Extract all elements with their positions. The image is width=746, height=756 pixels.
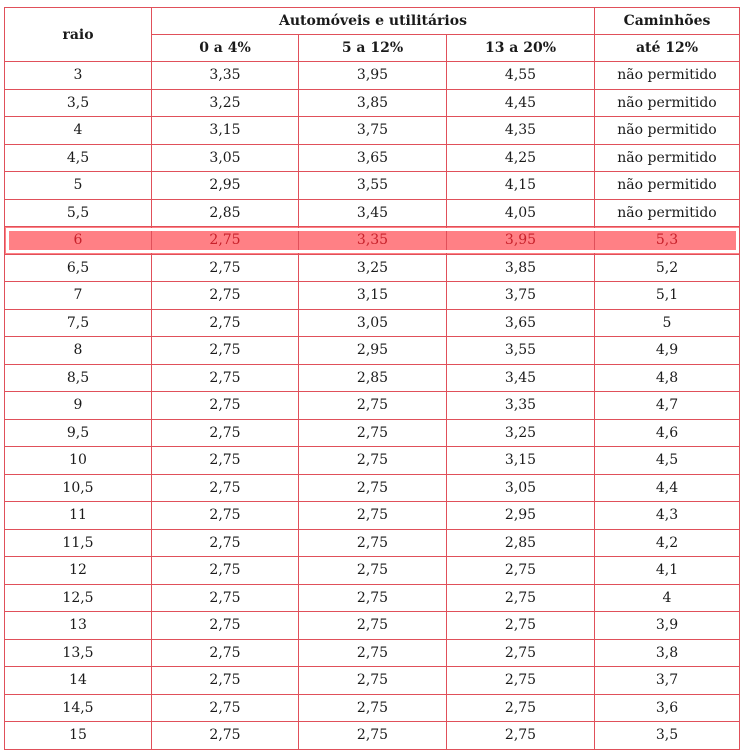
cell-auto-13-20: 3,65 (447, 309, 595, 337)
cell-auto-13-20: 4,55 (447, 62, 595, 90)
cell-raio: 10,5 (5, 474, 152, 502)
cell-raio: 11,5 (5, 529, 152, 557)
cell-auto-13-20: 4,35 (447, 117, 595, 145)
header-sub-0-4: 0 a 4% (152, 35, 299, 62)
cell-auto-0-4: 2,75 (152, 502, 299, 530)
cell-raio: 6,5 (5, 254, 152, 282)
cell-auto-5-12: 2,75 (299, 529, 447, 557)
cell-auto-5-12: 2,75 (299, 447, 447, 475)
cell-raio: 9,5 (5, 419, 152, 447)
cell-raio: 4 (5, 117, 152, 145)
cell-auto-13-20: 2,85 (447, 529, 595, 557)
cell-truck-ate-12: 4,5 (595, 447, 740, 475)
cell-auto-0-4: 3,15 (152, 117, 299, 145)
cell-auto-5-12: 3,85 (299, 89, 447, 117)
cell-auto-5-12: 2,75 (299, 584, 447, 612)
cell-auto-0-4: 2,75 (152, 419, 299, 447)
cell-auto-13-20: 4,15 (447, 172, 595, 200)
table-row (5, 474, 740, 502)
cell-truck-ate-12: 3,9 (595, 612, 740, 640)
table-row (5, 144, 740, 172)
cell-auto-0-4: 2,85 (152, 199, 299, 227)
cell-auto-0-4: 3,05 (152, 144, 299, 172)
cell-auto-5-12: 3,35 (299, 227, 447, 255)
table-row (5, 584, 740, 612)
cell-auto-13-20: 4,25 (447, 144, 595, 172)
table-body (5, 62, 740, 750)
cell-auto-0-4: 2,75 (152, 364, 299, 392)
cell-truck-ate-12: 3,8 (595, 639, 740, 667)
cell-auto-0-4: 3,25 (152, 89, 299, 117)
cell-raio: 10 (5, 447, 152, 475)
table-row (5, 282, 740, 310)
cell-auto-5-12: 2,75 (299, 502, 447, 530)
cell-truck-ate-12: 4,3 (595, 502, 740, 530)
table-row (5, 502, 740, 530)
table-row (5, 337, 740, 365)
cell-raio: 5 (5, 172, 152, 200)
cell-auto-0-4: 2,75 (152, 309, 299, 337)
cell-truck-ate-12: 4,7 (595, 392, 740, 420)
lane-width-table (4, 7, 740, 750)
cell-auto-13-20: 3,75 (447, 282, 595, 310)
table-row (5, 62, 740, 90)
cell-auto-5-12: 3,75 (299, 117, 447, 145)
cell-truck-ate-12: não permitido (595, 117, 740, 145)
table-row (5, 199, 740, 227)
cell-raio: 8 (5, 337, 152, 365)
cell-truck-ate-12: 5,3 (595, 227, 740, 255)
cell-raio: 8,5 (5, 364, 152, 392)
cell-auto-13-20: 2,75 (447, 584, 595, 612)
cell-raio: 3,5 (5, 89, 152, 117)
cell-truck-ate-12: 4,6 (595, 419, 740, 447)
cell-truck-ate-12: 5 (595, 309, 740, 337)
cell-auto-5-12: 2,75 (299, 392, 447, 420)
cell-auto-0-4: 2,75 (152, 529, 299, 557)
header-row-groups (5, 8, 740, 35)
header-sub-13-20: 13 a 20% (447, 35, 595, 62)
cell-auto-0-4: 2,75 (152, 557, 299, 585)
cell-auto-5-12: 2,75 (299, 667, 447, 695)
cell-truck-ate-12: 5,1 (595, 282, 740, 310)
cell-auto-5-12: 2,75 (299, 694, 447, 722)
cell-auto-5-12: 2,75 (299, 612, 447, 640)
cell-auto-13-20: 3,45 (447, 364, 595, 392)
header-raio: raio (5, 8, 152, 62)
cell-truck-ate-12: 4,2 (595, 529, 740, 557)
cell-raio: 7,5 (5, 309, 152, 337)
cell-truck-ate-12: não permitido (595, 62, 740, 90)
table-row (5, 172, 740, 200)
cell-auto-0-4: 2,75 (152, 227, 299, 255)
cell-auto-0-4: 2,75 (152, 337, 299, 365)
cell-auto-13-20: 2,95 (447, 502, 595, 530)
cell-auto-0-4: 3,35 (152, 62, 299, 90)
cell-auto-0-4: 2,75 (152, 447, 299, 475)
cell-truck-ate-12: 4,9 (595, 337, 740, 365)
cell-truck-ate-12: 5,2 (595, 254, 740, 282)
cell-raio: 9 (5, 392, 152, 420)
table-row (5, 557, 740, 585)
cell-truck-ate-12: não permitido (595, 172, 740, 200)
cell-auto-13-20: 3,95 (447, 227, 595, 255)
cell-auto-13-20: 3,05 (447, 474, 595, 502)
cell-raio: 13 (5, 612, 152, 640)
cell-auto-13-20: 3,85 (447, 254, 595, 282)
cell-auto-0-4: 2,75 (152, 254, 299, 282)
cell-truck-ate-12: 3,7 (595, 667, 740, 695)
table-row (5, 364, 740, 392)
cell-auto-0-4: 2,75 (152, 722, 299, 750)
cell-raio: 11 (5, 502, 152, 530)
cell-auto-13-20: 2,75 (447, 557, 595, 585)
table-row (5, 89, 740, 117)
cell-truck-ate-12: 4,1 (595, 557, 740, 585)
table-row (5, 612, 740, 640)
table-row (5, 254, 740, 282)
cell-auto-13-20: 2,75 (447, 667, 595, 695)
cell-auto-5-12: 3,45 (299, 199, 447, 227)
cell-auto-13-20: 3,55 (447, 337, 595, 365)
cell-truck-ate-12: não permitido (595, 144, 740, 172)
header-sub-5-12: 5 a 12% (299, 35, 447, 62)
cell-auto-0-4: 2,75 (152, 392, 299, 420)
cell-auto-13-20: 2,75 (447, 639, 595, 667)
cell-auto-0-4: 2,75 (152, 694, 299, 722)
cell-auto-13-20: 4,05 (447, 199, 595, 227)
cell-auto-0-4: 2,95 (152, 172, 299, 200)
cell-truck-ate-12: 4 (595, 584, 740, 612)
table-row (5, 722, 740, 750)
cell-raio: 13,5 (5, 639, 152, 667)
cell-auto-5-12: 3,55 (299, 172, 447, 200)
cell-auto-5-12: 2,75 (299, 639, 447, 667)
cell-auto-13-20: 2,75 (447, 694, 595, 722)
cell-truck-ate-12: 4,8 (595, 364, 740, 392)
cell-auto-5-12: 3,15 (299, 282, 447, 310)
cell-truck-ate-12: 3,5 (595, 722, 740, 750)
table-row-highlighted (5, 227, 740, 255)
cell-raio: 14 (5, 667, 152, 695)
cell-raio: 6 (5, 227, 152, 255)
cell-auto-13-20: 4,45 (447, 89, 595, 117)
cell-raio: 12 (5, 557, 152, 585)
cell-auto-0-4: 2,75 (152, 639, 299, 667)
header-sub-ate-12: até 12% (595, 35, 740, 62)
cell-raio: 5,5 (5, 199, 152, 227)
cell-auto-5-12: 2,75 (299, 722, 447, 750)
cell-auto-5-12: 3,95 (299, 62, 447, 90)
header-group-automoveis: Automóveis e utilitários (152, 8, 595, 35)
cell-auto-0-4: 2,75 (152, 612, 299, 640)
cell-truck-ate-12: 4,4 (595, 474, 740, 502)
cell-truck-ate-12: não permitido (595, 89, 740, 117)
cell-raio: 4,5 (5, 144, 152, 172)
cell-auto-13-20: 3,35 (447, 392, 595, 420)
cell-auto-13-20: 2,75 (447, 722, 595, 750)
cell-auto-0-4: 2,75 (152, 474, 299, 502)
cell-truck-ate-12: não permitido (595, 199, 740, 227)
cell-auto-0-4: 2,75 (152, 282, 299, 310)
cell-auto-0-4: 2,75 (152, 667, 299, 695)
cell-raio: 3 (5, 62, 152, 90)
table-row (5, 309, 740, 337)
table-row (5, 667, 740, 695)
table-row (5, 447, 740, 475)
cell-auto-5-12: 3,25 (299, 254, 447, 282)
cell-auto-5-12: 3,65 (299, 144, 447, 172)
cell-auto-5-12: 2,75 (299, 557, 447, 585)
table-row (5, 639, 740, 667)
cell-auto-5-12: 2,75 (299, 419, 447, 447)
cell-auto-13-20: 3,25 (447, 419, 595, 447)
cell-truck-ate-12: 3,6 (595, 694, 740, 722)
table-row (5, 529, 740, 557)
cell-raio: 7 (5, 282, 152, 310)
table-row (5, 392, 740, 420)
cell-raio: 15 (5, 722, 152, 750)
cell-auto-13-20: 3,15 (447, 447, 595, 475)
table-row (5, 419, 740, 447)
cell-auto-5-12: 2,85 (299, 364, 447, 392)
cell-auto-5-12: 2,75 (299, 474, 447, 502)
cell-auto-0-4: 2,75 (152, 584, 299, 612)
table-header (5, 8, 740, 62)
cell-auto-13-20: 2,75 (447, 612, 595, 640)
cell-raio: 14,5 (5, 694, 152, 722)
table-row (5, 117, 740, 145)
table-container (4, 7, 740, 750)
cell-auto-5-12: 2,95 (299, 337, 447, 365)
header-group-caminhoes: Caminhões (595, 8, 740, 35)
cell-raio: 12,5 (5, 584, 152, 612)
cell-auto-5-12: 3,05 (299, 309, 447, 337)
table-row (5, 694, 740, 722)
